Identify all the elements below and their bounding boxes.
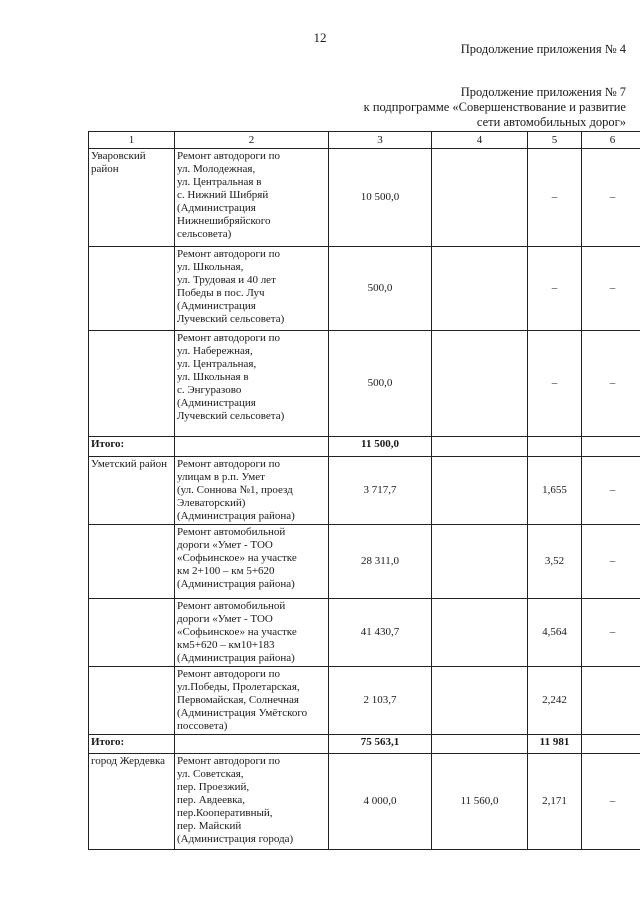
col4-cell — [432, 149, 528, 247]
description-cell: Ремонт автомобильной дороги «Умет - ТОО «Софьинское» на участке км 2+100 – км 5+620 (Администрация района) — [175, 525, 329, 599]
appendix-sub-line: сети автомобильных дорог» — [476, 115, 626, 129]
col6-cell: – — [582, 457, 640, 525]
col6-cell — [582, 667, 640, 735]
district-cell: Итого: — [89, 735, 175, 754]
column-header: 3 — [329, 132, 432, 149]
description-cell: Ремонт автодороги по ул. Школьная, ул. Трудовая и 40 лет Победы в пос. Луч (Администрация Лучевский сельсовета) — [175, 247, 329, 331]
page-number: 12 — [313, 30, 327, 45]
description-cell: Ремонт автодороги по ул. Набережная, ул. Центральная, ул. Школьная в с. Энгуразово (Администрация Лучевский сельсовета) — [175, 331, 329, 437]
road-repair-table — [88, 131, 640, 850]
col6-cell — [582, 437, 640, 457]
district-cell — [89, 525, 175, 599]
description-cell: Ремонт автодороги по ул. Молодежная, ул. Центральная в с. Нижний Шибряй (Администрация Нижнешибряйского сельсовета) — [175, 149, 329, 247]
col6-cell: – — [582, 525, 640, 599]
length-cell: 2,242 — [528, 667, 582, 735]
table-row — [89, 247, 640, 331]
description-cell: Ремонт автомобильной дороги «Умет - ТОО «Софьинское» на участке км5+620 – км10+183 (Администрация района) — [175, 599, 329, 667]
length-cell: 11 981 — [528, 735, 582, 754]
amount-cell: 75 563,1 — [329, 735, 432, 754]
amount-cell: 3 717,7 — [329, 457, 432, 525]
col6-cell: – — [582, 599, 640, 667]
appendix-continuation: Продолжение приложения № 4 — [460, 42, 626, 56]
table-row — [89, 331, 640, 437]
col4-cell — [432, 457, 528, 525]
district-cell: Уваровский район — [89, 149, 175, 247]
description-cell: Ремонт автодороги по ул. Советская, пер. Проезжий, пер. Авдеевка, пер.Кооперативный, пер. Майский (Администрация города) — [175, 754, 329, 850]
col4-cell — [432, 735, 528, 754]
description-cell — [175, 735, 329, 754]
column-header: 4 — [432, 132, 528, 149]
length-cell: 1,655 — [528, 457, 582, 525]
col4-cell: 11 560,0 — [432, 754, 528, 850]
appendix-subheader — [296, 85, 626, 130]
total-row — [89, 735, 640, 754]
district-cell: город Жердевка — [89, 754, 175, 850]
col6-cell: – — [582, 149, 640, 247]
amount-cell: 2 103,7 — [329, 667, 432, 735]
column-header: 2 — [175, 132, 329, 149]
amount-cell: 500,0 — [329, 247, 432, 331]
col4-cell — [432, 525, 528, 599]
col4-cell — [432, 667, 528, 735]
col6-cell: – — [582, 331, 640, 437]
district-cell: Итого: — [89, 437, 175, 457]
col6-cell: – — [582, 754, 640, 850]
description-cell — [175, 437, 329, 457]
col4-cell — [432, 599, 528, 667]
length-cell: – — [528, 149, 582, 247]
amount-cell: 500,0 — [329, 331, 432, 437]
length-cell — [528, 437, 582, 457]
column-header: 6 — [582, 132, 640, 149]
district-cell — [89, 667, 175, 735]
length-cell: – — [528, 247, 582, 331]
column-header: 5 — [528, 132, 582, 149]
district-cell — [89, 247, 175, 331]
column-header: 1 — [89, 132, 175, 149]
col4-cell — [432, 247, 528, 331]
total-row — [89, 437, 640, 457]
district-cell: Уметский район — [89, 457, 175, 525]
length-cell: 4,564 — [528, 599, 582, 667]
length-cell: 2,171 — [528, 754, 582, 850]
col6-cell: – — [582, 247, 640, 331]
amount-cell: 28 311,0 — [329, 525, 432, 599]
table-row — [89, 599, 640, 667]
col4-cell — [432, 331, 528, 437]
table-row — [89, 149, 640, 247]
district-cell — [89, 599, 175, 667]
description-cell: Ремонт автодороги по ул.Победы, Пролетарская, Первомайская, Солнечная (Администрация Умётского поссовета) — [175, 667, 329, 735]
amount-cell: 11 500,0 — [329, 437, 432, 457]
appendix-sub-line: к подпрограмме «Совершенствование и развитие — [363, 100, 626, 114]
col6-cell — [582, 735, 640, 754]
col4-cell — [432, 437, 528, 457]
table-row — [89, 754, 640, 850]
amount-cell: 41 430,7 — [329, 599, 432, 667]
amount-cell: 10 500,0 — [329, 149, 432, 247]
district-cell — [89, 331, 175, 437]
length-cell: – — [528, 331, 582, 437]
table-header-row — [89, 132, 640, 149]
amount-cell: 4 000,0 — [329, 754, 432, 850]
length-cell: 3,52 — [528, 525, 582, 599]
table-row — [89, 667, 640, 735]
table-row — [89, 525, 640, 599]
table-row — [89, 457, 640, 525]
appendix-sub-line: Продолжение приложения № 7 — [460, 85, 626, 99]
description-cell: Ремонт автодороги по улицам в р.п. Умет (ул. Соннова №1, проезд Элеваторский) (Администрация района) — [175, 457, 329, 525]
